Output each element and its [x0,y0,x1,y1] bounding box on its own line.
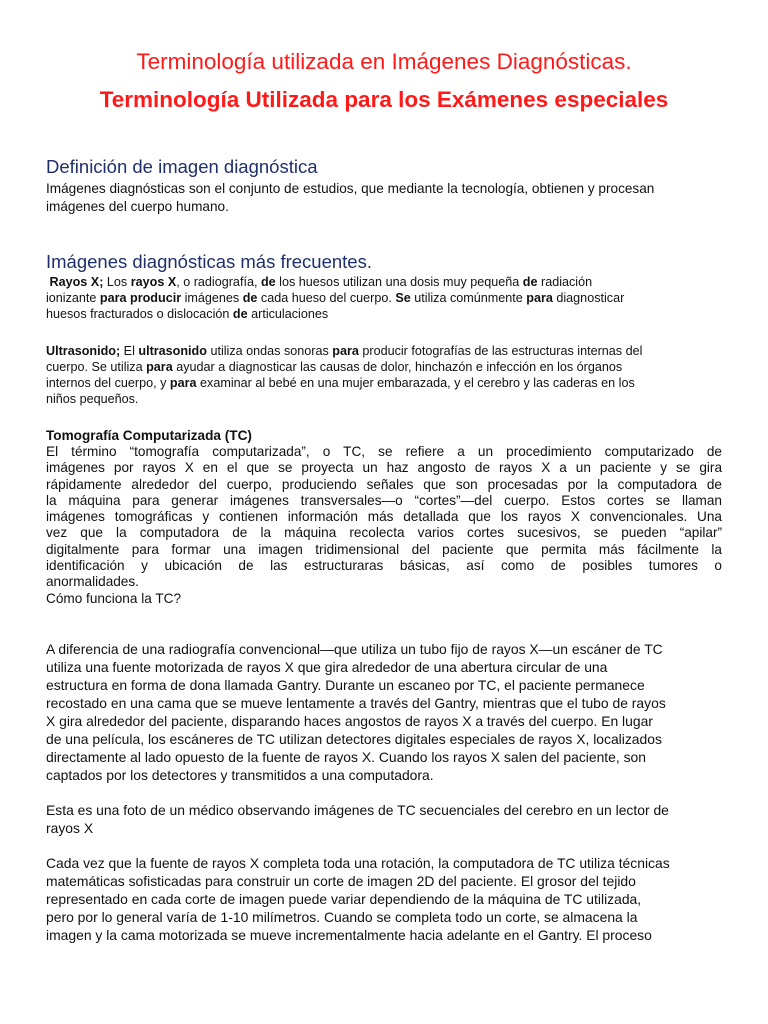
text-line: representado en cada corte de imagen puede variar dependiendo de la máquina de TC utilizada, [46,891,642,907]
text-line: imágenes del cuerpo humano. [46,199,229,214]
text-line: imágenes por rayos X en el que se proyecta un haz angosto de rayos X a un paciente y se gira [46,460,722,476]
text-line: Esta es una foto de un médico observando imágenes de TC secuenciales del cerebro en un lector de [46,802,669,818]
rayos-x-label: Rayos X; [49,275,104,289]
text-line: matemáticas sofisticadas para construir un corte de imagen 2D del paciente. El grosor del tejido [46,873,636,889]
text-line: de una película, los escáneres de TC utilizan detectores digitales especiales de rayos X, localizados [46,731,662,747]
text-line: directamente al lado opuesto de la fuente de rayos X. Cuando los rayos X salen del paciente, son [46,749,646,765]
text-line: identificación y ubicación de las estructuraras básicas, así como de posibles tumores o [46,558,722,574]
photo-caption-paragraph [46,801,722,837]
definicion-text [46,180,722,216]
text-line: Cada vez que la fuente de rayos X completa toda una rotación, la computadora de TC utiliza técnicas [46,855,670,871]
text-line: anormalidades. [46,574,139,590]
tc-question: Cómo funciona la TC? [46,590,182,606]
rayos-x-paragraph: Rayos X; Los rayos X, o radiografía, de los huesos utilizan una dosis muy pequeña de radiación ionizante para producir imágenes de cada hueso del cuerpo. Se utiliza comúnmente para diagnosticar huesos fracturados o dislocación de articulaciones [46,275,625,321]
tc-paragraph [46,444,722,607]
text-line: rayos X [46,820,94,836]
main-title: Terminología utilizada en Imágenes Diagnósticas. [136,49,632,74]
gantry-paragraph [46,640,722,784]
tc-heading: Tomografía Computarizada (TC) [46,428,252,443]
ultrasonido-label: Ultrasonido; [46,344,121,358]
text-line: utiliza una fuente motorizada de rayos X que gira alrededor de una abertura circular de una [46,659,608,675]
text-line: pero por lo general varía de 1-10 milímetros. Cuando se completa todo un corte, se almacena la [46,909,638,925]
text-line: digitalmente para formar una imagen tridimensional del paciente que permita más fácilmente la [46,541,722,557]
sub-title: Terminología Utilizada para los Exámenes especiales [99,87,669,112]
text-line: recostado en una cama que se mueve lentamente a través del Gantry, mientras que el tubo de rayos [46,695,666,711]
text-line: estructura en forma de dona llamada Gantry. Durante un escaneo por TC, el paciente permanece [46,677,645,693]
definicion-heading: Definición de imagen diagnóstica [46,156,318,177]
rotation-paragraph [46,854,722,944]
text-line: captados por los detectores y transmitidos a una computadora. [46,767,434,783]
text-line: rápidamente alrededor del cuerpo, produciendo señales que son procesadas por la computadora de [46,476,722,492]
ultrasonido-paragraph: Ultrasonido; El ultrasonido utiliza ondas sonoras para producir fotografías de las estructuras internas del cuerpo. Se utiliza para ayudar a diagnosticar las causas de dolor, hinchazón e infección en los órganos internos del cuerpo, y para examinar al bebé en una mujer embarazada, y el cerebro y las caderas en los niños pequeños. [46,344,643,406]
text-line: A diferencia de una radiografía convencional—que utiliza un tubo fijo de rayos X—un escáner de TC [46,641,663,657]
text-line: vez que la computadora de la máquina recolecta varios cortes sucesivos, se pueden “apilar” [46,525,722,541]
frecuentes-heading: Imágenes diagnósticas más frecuentes. [46,251,372,272]
text-line: imágenes tomográficas y contienen información más detallada que los rayos X convencionales. Una [46,509,722,525]
text-line: la máquina para generar imágenes transversales—o “cortes”—del cuerpo. Estos cortes se llaman [46,492,722,508]
text-line: imagen y la cama motorizada se mueve incrementalmente hacia adelante en el Gantry. El proceso [46,927,652,943]
text-line: Imágenes diagnósticas son el conjunto de estudios, que mediante la tecnología, obtienen y procesan [46,181,655,196]
text-line: X gira alrededor del paciente, disparando haces angostos de rayos X a través del cuerpo. En lugar [46,713,653,729]
text-line: El término “tomografía computarizada”, o TC, se refiere a un procedimiento computarizado de [46,444,722,459]
